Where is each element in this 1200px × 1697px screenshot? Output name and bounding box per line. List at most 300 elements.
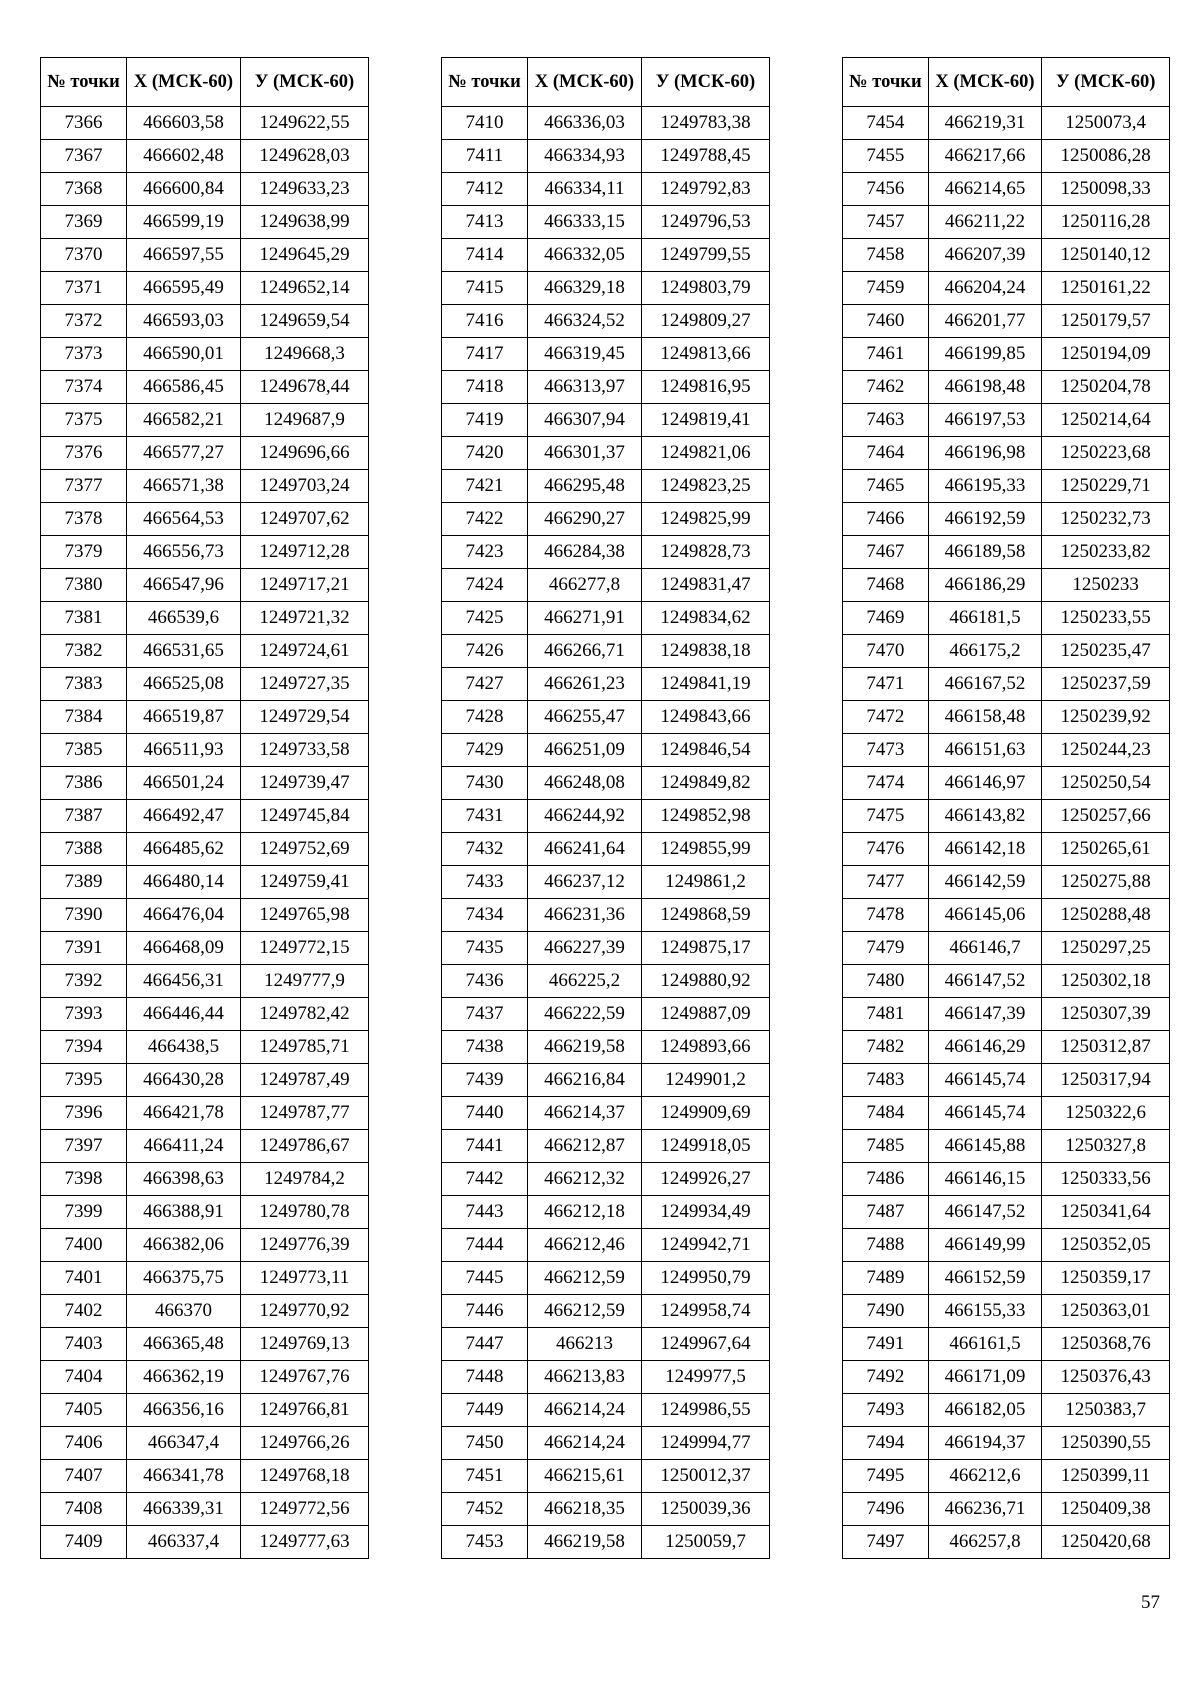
x-coordinate-cell: 466212,46 — [528, 1229, 642, 1262]
y-coordinate-cell: 1249752,69 — [241, 833, 369, 866]
point-number-cell: 7492 — [843, 1361, 929, 1394]
x-coordinate-cell: 466277,8 — [528, 569, 642, 602]
x-coordinate-cell: 466539,6 — [127, 602, 241, 635]
point-number-cell: 7374 — [41, 371, 127, 404]
table-row — [843, 1361, 1170, 1394]
table-row — [41, 1361, 369, 1394]
point-number-cell: 7414 — [442, 239, 528, 272]
table-row — [843, 1262, 1170, 1295]
y-coordinate-cell: 1249846,54 — [642, 734, 770, 767]
table-row — [442, 1064, 770, 1097]
y-coordinate-cell: 1249633,23 — [241, 173, 369, 206]
x-coordinate-cell: 466337,4 — [127, 1526, 241, 1559]
y-coordinate-cell: 1249622,55 — [241, 107, 369, 140]
x-coordinate-cell: 466564,53 — [127, 503, 241, 536]
y-coordinate-cell: 1249777,9 — [241, 965, 369, 998]
point-number-cell: 7405 — [41, 1394, 127, 1427]
y-coordinate-cell: 1249967,64 — [642, 1328, 770, 1361]
table-row — [843, 239, 1170, 272]
point-number-cell: 7465 — [843, 470, 929, 503]
y-coordinate-cell: 1250214,64 — [1042, 404, 1170, 437]
point-number-cell: 7385 — [41, 734, 127, 767]
table-row — [843, 833, 1170, 866]
x-coordinate-cell: 466189,58 — [928, 536, 1042, 569]
y-coordinate-cell: 1249652,14 — [241, 272, 369, 305]
table-row — [843, 1328, 1170, 1361]
x-coordinate-cell: 466196,98 — [928, 437, 1042, 470]
x-coordinate-cell: 466421,78 — [127, 1097, 241, 1130]
x-coordinate-cell: 466147,52 — [928, 965, 1042, 998]
point-number-cell: 7382 — [41, 635, 127, 668]
x-coordinate-cell: 466151,63 — [928, 734, 1042, 767]
point-number-cell: 7402 — [41, 1295, 127, 1328]
point-number-cell: 7424 — [442, 569, 528, 602]
coordinate-table-1 — [40, 57, 369, 1559]
table-row — [442, 1097, 770, 1130]
x-coordinate-cell: 466194,37 — [928, 1427, 1042, 1460]
x-coordinate-cell: 466214,65 — [928, 173, 1042, 206]
table-row — [442, 1361, 770, 1394]
x-coordinate-cell: 466480,14 — [127, 866, 241, 899]
y-coordinate-cell: 1249777,63 — [241, 1526, 369, 1559]
x-coordinate-cell: 466199,85 — [928, 338, 1042, 371]
table-row — [41, 536, 369, 569]
y-coordinate-cell: 1249703,24 — [241, 470, 369, 503]
x-coordinate-cell: 466186,29 — [928, 569, 1042, 602]
table-row — [442, 503, 770, 536]
y-coordinate-cell: 1249849,82 — [642, 767, 770, 800]
x-coordinate-cell: 466525,08 — [127, 668, 241, 701]
header-y-coordinate: У (МСК-60) — [241, 58, 369, 107]
x-coordinate-cell: 466602,48 — [127, 140, 241, 173]
table-row — [442, 734, 770, 767]
page-number: 57 — [1141, 1592, 1160, 1613]
point-number-cell: 7415 — [442, 272, 528, 305]
x-coordinate-cell: 466571,38 — [127, 470, 241, 503]
header-y-coordinate: У (МСК-60) — [642, 58, 770, 107]
x-coordinate-cell: 466356,16 — [127, 1394, 241, 1427]
x-coordinate-cell: 466336,03 — [528, 107, 642, 140]
y-coordinate-cell: 1249803,79 — [642, 272, 770, 305]
y-coordinate-cell: 1249645,29 — [241, 239, 369, 272]
point-number-cell: 7419 — [442, 404, 528, 437]
y-coordinate-cell: 1249638,99 — [241, 206, 369, 239]
point-number-cell: 7391 — [41, 932, 127, 965]
x-coordinate-cell: 466248,08 — [528, 767, 642, 800]
table-row — [843, 503, 1170, 536]
y-coordinate-cell: 1250232,73 — [1042, 503, 1170, 536]
x-coordinate-cell: 466556,73 — [127, 536, 241, 569]
y-coordinate-cell: 1249769,13 — [241, 1328, 369, 1361]
table-row — [843, 1460, 1170, 1493]
point-number-cell: 7416 — [442, 305, 528, 338]
y-coordinate-cell: 1249787,77 — [241, 1097, 369, 1130]
point-number-cell: 7423 — [442, 536, 528, 569]
table-row — [442, 1328, 770, 1361]
table-row — [843, 635, 1170, 668]
x-coordinate-cell: 466255,47 — [528, 701, 642, 734]
x-coordinate-cell: 466142,59 — [928, 866, 1042, 899]
y-coordinate-cell: 1250302,18 — [1042, 965, 1170, 998]
y-coordinate-cell: 1249782,42 — [241, 998, 369, 1031]
point-number-cell: 7464 — [843, 437, 929, 470]
table-row — [442, 536, 770, 569]
x-coordinate-cell: 466599,19 — [127, 206, 241, 239]
table-row — [843, 173, 1170, 206]
point-number-cell: 7484 — [843, 1097, 929, 1130]
x-coordinate-cell: 466438,5 — [127, 1031, 241, 1064]
x-coordinate-cell: 466204,24 — [928, 272, 1042, 305]
y-coordinate-cell: 1249773,11 — [241, 1262, 369, 1295]
y-coordinate-cell: 1250409,38 — [1042, 1493, 1170, 1526]
y-coordinate-cell: 1249994,77 — [642, 1427, 770, 1460]
point-number-cell: 7406 — [41, 1427, 127, 1460]
y-coordinate-cell: 1250288,48 — [1042, 899, 1170, 932]
table-row — [442, 1262, 770, 1295]
y-coordinate-cell: 1249841,19 — [642, 668, 770, 701]
table-row — [442, 371, 770, 404]
table-row — [442, 470, 770, 503]
table-row — [843, 800, 1170, 833]
x-coordinate-cell: 466146,15 — [928, 1163, 1042, 1196]
point-number-cell: 7381 — [41, 602, 127, 635]
table-row — [41, 1295, 369, 1328]
x-coordinate-cell: 466266,71 — [528, 635, 642, 668]
point-number-cell: 7443 — [442, 1196, 528, 1229]
x-coordinate-cell: 466225,2 — [528, 965, 642, 998]
table-row — [843, 932, 1170, 965]
point-number-cell: 7421 — [442, 470, 528, 503]
point-number-cell: 7387 — [41, 800, 127, 833]
point-number-cell: 7433 — [442, 866, 528, 899]
table-row — [843, 998, 1170, 1031]
x-coordinate-cell: 466595,49 — [127, 272, 241, 305]
table-row — [843, 272, 1170, 305]
point-number-cell: 7450 — [442, 1427, 528, 1460]
point-number-cell: 7379 — [41, 536, 127, 569]
point-number-cell: 7453 — [442, 1526, 528, 1559]
x-coordinate-cell: 466295,48 — [528, 470, 642, 503]
table-row — [41, 965, 369, 998]
point-number-cell: 7480 — [843, 965, 929, 998]
point-number-cell: 7477 — [843, 866, 929, 899]
header-point-number: № точки — [41, 58, 127, 107]
y-coordinate-cell: 1249868,59 — [642, 899, 770, 932]
x-coordinate-cell: 466319,45 — [528, 338, 642, 371]
point-number-cell: 7496 — [843, 1493, 929, 1526]
y-coordinate-cell: 1249834,62 — [642, 602, 770, 635]
header-point-number: № точки — [843, 58, 929, 107]
point-number-cell: 7431 — [442, 800, 528, 833]
y-coordinate-cell: 1249950,79 — [642, 1262, 770, 1295]
x-coordinate-cell: 466145,88 — [928, 1130, 1042, 1163]
table-row — [41, 1097, 369, 1130]
table-header-row — [843, 58, 1170, 107]
point-number-cell: 7452 — [442, 1493, 528, 1526]
point-number-cell: 7472 — [843, 701, 929, 734]
x-coordinate-cell: 466181,5 — [928, 602, 1042, 635]
x-coordinate-cell: 466370 — [127, 1295, 241, 1328]
y-coordinate-cell: 1250363,01 — [1042, 1295, 1170, 1328]
table-row — [41, 701, 369, 734]
x-coordinate-cell: 466597,55 — [127, 239, 241, 272]
x-coordinate-cell: 466237,12 — [528, 866, 642, 899]
table-row — [442, 338, 770, 371]
point-number-cell: 7386 — [41, 767, 127, 800]
x-coordinate-cell: 466332,05 — [528, 239, 642, 272]
y-coordinate-cell: 1250265,61 — [1042, 833, 1170, 866]
x-coordinate-cell: 466161,5 — [928, 1328, 1042, 1361]
y-coordinate-cell: 1250233 — [1042, 569, 1170, 602]
point-number-cell: 7491 — [843, 1328, 929, 1361]
x-coordinate-cell: 466236,71 — [928, 1493, 1042, 1526]
point-number-cell: 7469 — [843, 602, 929, 635]
x-coordinate-cell: 466365,48 — [127, 1328, 241, 1361]
x-coordinate-cell: 466586,45 — [127, 371, 241, 404]
x-coordinate-cell: 466212,6 — [928, 1460, 1042, 1493]
y-coordinate-cell: 1249707,62 — [241, 503, 369, 536]
y-coordinate-cell: 1250322,6 — [1042, 1097, 1170, 1130]
coordinate-tables — [40, 57, 1170, 1561]
point-number-cell: 7420 — [442, 437, 528, 470]
table-row — [843, 107, 1170, 140]
y-coordinate-cell: 1250179,57 — [1042, 305, 1170, 338]
point-number-cell: 7375 — [41, 404, 127, 437]
x-coordinate-cell: 466251,09 — [528, 734, 642, 767]
table-row — [442, 437, 770, 470]
x-coordinate-cell: 466219,58 — [528, 1031, 642, 1064]
point-number-cell: 7445 — [442, 1262, 528, 1295]
table-row — [843, 140, 1170, 173]
point-number-cell: 7441 — [442, 1130, 528, 1163]
point-number-cell: 7378 — [41, 503, 127, 536]
table-row — [442, 1163, 770, 1196]
x-coordinate-cell: 466212,18 — [528, 1196, 642, 1229]
table-row — [41, 272, 369, 305]
y-coordinate-cell: 1249986,55 — [642, 1394, 770, 1427]
point-number-cell: 7427 — [442, 668, 528, 701]
table-row — [843, 206, 1170, 239]
x-coordinate-cell: 466430,28 — [127, 1064, 241, 1097]
y-coordinate-cell: 1249772,56 — [241, 1493, 369, 1526]
point-number-cell: 7398 — [41, 1163, 127, 1196]
table-header-row — [41, 58, 369, 107]
x-coordinate-cell: 466290,27 — [528, 503, 642, 536]
x-coordinate-cell: 466398,63 — [127, 1163, 241, 1196]
table-row — [41, 503, 369, 536]
header-x-coordinate: X (МСК-60) — [528, 58, 642, 107]
table-row — [41, 140, 369, 173]
table-row — [442, 107, 770, 140]
table-row — [41, 866, 369, 899]
x-coordinate-cell: 466212,59 — [528, 1295, 642, 1328]
x-coordinate-cell: 466146,7 — [928, 932, 1042, 965]
point-number-cell: 7367 — [41, 140, 127, 173]
x-coordinate-cell: 466201,77 — [928, 305, 1042, 338]
y-coordinate-cell: 1249788,45 — [642, 140, 770, 173]
table-row — [442, 305, 770, 338]
point-number-cell: 7400 — [41, 1229, 127, 1262]
coordinate-table-3 — [842, 57, 1170, 1559]
point-number-cell: 7417 — [442, 338, 528, 371]
y-coordinate-cell: 1249816,95 — [642, 371, 770, 404]
point-number-cell: 7432 — [442, 833, 528, 866]
table-row — [41, 668, 369, 701]
point-number-cell: 7371 — [41, 272, 127, 305]
y-coordinate-cell: 1250307,39 — [1042, 998, 1170, 1031]
x-coordinate-cell: 466216,84 — [528, 1064, 642, 1097]
x-coordinate-cell: 466307,94 — [528, 404, 642, 437]
y-coordinate-cell: 1249780,78 — [241, 1196, 369, 1229]
point-number-cell: 7461 — [843, 338, 929, 371]
point-number-cell: 7454 — [843, 107, 929, 140]
y-coordinate-cell: 1250420,68 — [1042, 1526, 1170, 1559]
table-row — [41, 833, 369, 866]
table-row — [442, 701, 770, 734]
y-coordinate-cell: 1250383,7 — [1042, 1394, 1170, 1427]
y-coordinate-cell: 1249918,05 — [642, 1130, 770, 1163]
x-coordinate-cell: 466244,92 — [528, 800, 642, 833]
y-coordinate-cell: 1249843,66 — [642, 701, 770, 734]
x-coordinate-cell: 466217,66 — [928, 140, 1042, 173]
point-number-cell: 7460 — [843, 305, 929, 338]
y-coordinate-cell: 1249678,44 — [241, 371, 369, 404]
y-coordinate-cell: 1250312,87 — [1042, 1031, 1170, 1064]
point-number-cell: 7483 — [843, 1064, 929, 1097]
y-coordinate-cell: 1249768,18 — [241, 1460, 369, 1493]
y-coordinate-cell: 1250244,23 — [1042, 734, 1170, 767]
y-coordinate-cell: 1249831,47 — [642, 569, 770, 602]
table-row — [41, 1526, 369, 1559]
table-row — [442, 140, 770, 173]
point-number-cell: 7394 — [41, 1031, 127, 1064]
y-coordinate-cell: 1250204,78 — [1042, 371, 1170, 404]
y-coordinate-cell: 1250229,71 — [1042, 470, 1170, 503]
x-coordinate-cell: 466219,31 — [928, 107, 1042, 140]
header-y-coordinate: У (МСК-60) — [1042, 58, 1170, 107]
table-row — [442, 668, 770, 701]
point-number-cell: 7488 — [843, 1229, 929, 1262]
point-number-cell: 7475 — [843, 800, 929, 833]
table-row — [442, 1031, 770, 1064]
table-row — [442, 206, 770, 239]
point-number-cell: 7436 — [442, 965, 528, 998]
y-coordinate-cell: 1249821,06 — [642, 437, 770, 470]
y-coordinate-cell: 1250086,28 — [1042, 140, 1170, 173]
point-number-cell: 7425 — [442, 602, 528, 635]
x-coordinate-cell: 466362,19 — [127, 1361, 241, 1394]
table-row — [442, 404, 770, 437]
y-coordinate-cell: 1249687,9 — [241, 404, 369, 437]
y-coordinate-cell: 1250233,55 — [1042, 602, 1170, 635]
y-coordinate-cell: 1249776,39 — [241, 1229, 369, 1262]
x-coordinate-cell: 466214,24 — [528, 1427, 642, 1460]
point-number-cell: 7372 — [41, 305, 127, 338]
x-coordinate-cell: 466476,04 — [127, 899, 241, 932]
point-number-cell: 7495 — [843, 1460, 929, 1493]
point-number-cell: 7366 — [41, 107, 127, 140]
y-coordinate-cell: 1249668,3 — [241, 338, 369, 371]
x-coordinate-cell: 466261,23 — [528, 668, 642, 701]
y-coordinate-cell: 1249977,5 — [642, 1361, 770, 1394]
point-number-cell: 7474 — [843, 767, 929, 800]
table-row — [843, 767, 1170, 800]
point-number-cell: 7407 — [41, 1460, 127, 1493]
y-coordinate-cell: 1249880,92 — [642, 965, 770, 998]
x-coordinate-cell: 466214,37 — [528, 1097, 642, 1130]
table-row — [843, 1427, 1170, 1460]
y-coordinate-cell: 1250073,4 — [1042, 107, 1170, 140]
point-number-cell: 7446 — [442, 1295, 528, 1328]
point-number-cell: 7369 — [41, 206, 127, 239]
x-coordinate-cell: 466547,96 — [127, 569, 241, 602]
point-number-cell: 7370 — [41, 239, 127, 272]
point-number-cell: 7412 — [442, 173, 528, 206]
x-coordinate-cell: 466212,32 — [528, 1163, 642, 1196]
point-number-cell: 7408 — [41, 1493, 127, 1526]
point-number-cell: 7430 — [442, 767, 528, 800]
y-coordinate-cell: 1250341,64 — [1042, 1196, 1170, 1229]
point-number-cell: 7409 — [41, 1526, 127, 1559]
point-number-cell: 7448 — [442, 1361, 528, 1394]
point-number-cell: 7434 — [442, 899, 528, 932]
point-number-cell: 7486 — [843, 1163, 929, 1196]
x-coordinate-cell: 466590,01 — [127, 338, 241, 371]
table-row — [41, 602, 369, 635]
table-row — [843, 338, 1170, 371]
x-coordinate-cell: 466182,05 — [928, 1394, 1042, 1427]
table-row — [41, 1229, 369, 1262]
y-coordinate-cell: 1249799,55 — [642, 239, 770, 272]
y-coordinate-cell: 1249893,66 — [642, 1031, 770, 1064]
point-number-cell: 7422 — [442, 503, 528, 536]
y-coordinate-cell: 1249934,49 — [642, 1196, 770, 1229]
x-coordinate-cell: 466593,03 — [127, 305, 241, 338]
point-number-cell: 7462 — [843, 371, 929, 404]
y-coordinate-cell: 1249717,21 — [241, 569, 369, 602]
point-number-cell: 7418 — [442, 371, 528, 404]
x-coordinate-cell: 466175,2 — [928, 635, 1042, 668]
x-coordinate-cell: 466231,36 — [528, 899, 642, 932]
table-header-row — [442, 58, 770, 107]
header-x-coordinate: X (МСК-60) — [127, 58, 241, 107]
x-coordinate-cell: 466212,87 — [528, 1130, 642, 1163]
point-number-cell: 7410 — [442, 107, 528, 140]
y-coordinate-cell: 1250317,94 — [1042, 1064, 1170, 1097]
x-coordinate-cell: 466603,58 — [127, 107, 241, 140]
x-coordinate-cell: 466347,4 — [127, 1427, 241, 1460]
table-row — [442, 635, 770, 668]
table-row — [843, 734, 1170, 767]
y-coordinate-cell: 1250297,25 — [1042, 932, 1170, 965]
point-number-cell: 7401 — [41, 1262, 127, 1295]
header-point-number: № точки — [442, 58, 528, 107]
point-number-cell: 7447 — [442, 1328, 528, 1361]
y-coordinate-cell: 1249909,69 — [642, 1097, 770, 1130]
table-row — [41, 635, 369, 668]
point-number-cell: 7426 — [442, 635, 528, 668]
table-row — [843, 899, 1170, 932]
x-coordinate-cell: 466339,31 — [127, 1493, 241, 1526]
point-number-cell: 7411 — [442, 140, 528, 173]
point-number-cell: 7437 — [442, 998, 528, 1031]
table-row — [442, 932, 770, 965]
x-coordinate-cell: 466155,33 — [928, 1295, 1042, 1328]
y-coordinate-cell: 1249759,41 — [241, 866, 369, 899]
x-coordinate-cell: 466313,97 — [528, 371, 642, 404]
y-coordinate-cell: 1249733,58 — [241, 734, 369, 767]
y-coordinate-cell: 1249772,15 — [241, 932, 369, 965]
